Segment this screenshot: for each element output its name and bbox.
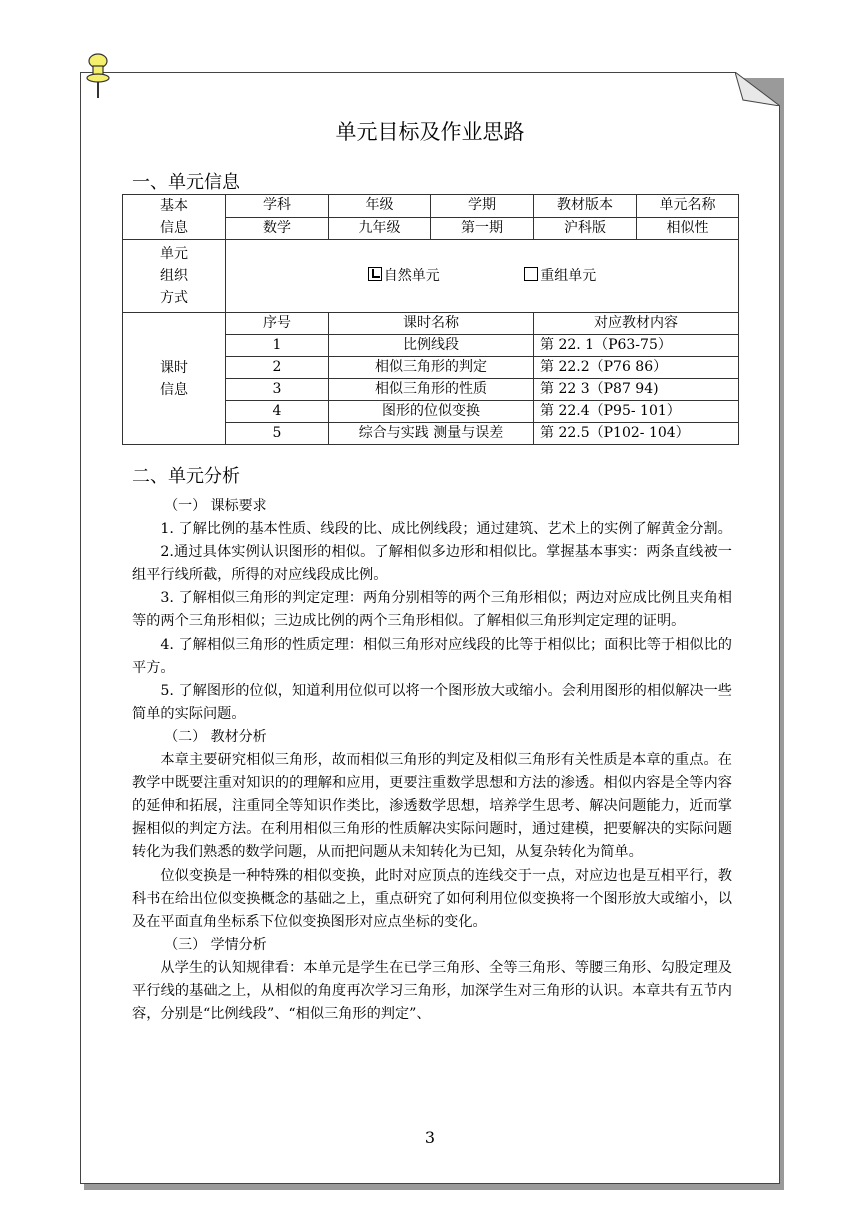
- paragraph: 4. 了解相似三角形的性质定理：相似三角形对应线段的比等于相似比；面积比等于相似比的平方。: [132, 636, 732, 676]
- lesson-content: 第 22.5（P102- 104）: [534, 423, 739, 445]
- checked-box-icon[interactable]: [368, 267, 382, 281]
- lesson-name: 图形的位似变换: [329, 401, 534, 423]
- lesson-info-label-cell: [123, 313, 226, 445]
- paragraph: 1. 了解比例的基本性质、线段的比、成比例线段；通过建筑、艺术上的实例了解黄金分割。: [160, 521, 732, 538]
- lesson-header-no: 序号: [226, 313, 329, 335]
- header-grade: 年级: [329, 195, 431, 218]
- paragraph: 位似变换是一种特殊的相似变换，此时对应顶点的连线交于一点，对应边也是互相平行，教科书在给出位似变换概念的基础之上，重点研究了如何利用位似变换将一个图形放大或缩小，以及在平面直角坐标系下位似变换图形对应点坐标的变化。: [132, 867, 732, 930]
- header-term: 学期: [431, 195, 534, 218]
- header-unit-name: 单元名称: [637, 195, 739, 218]
- lesson-content: 第 22. 1（P63-75）: [534, 335, 739, 357]
- unchecked-box-icon[interactable]: [524, 267, 538, 281]
- pushpin-icon: [84, 52, 112, 100]
- lesson-name: 相似三角形的判定: [329, 357, 534, 379]
- lesson-no: 2: [226, 357, 329, 379]
- regroup-unit-label: 重组单元: [540, 267, 597, 284]
- paragraph: 5. 了解图形的位似，知道利用位似可以将一个图形放大或缩小。会利用图形的相似解决一些简单的实际问题。: [132, 682, 732, 722]
- value-subject: 数学: [226, 217, 329, 240]
- natural-unit-label: 自然单元: [383, 267, 440, 284]
- lesson-header-name: 课时名称: [329, 313, 534, 335]
- natural-unit-option[interactable]: [368, 268, 444, 284]
- org-label-cell: [123, 240, 226, 313]
- subheading-student: （三） 学情分析: [164, 936, 267, 953]
- section-heading-unit-analysis: 二、单元分析: [132, 466, 240, 487]
- regroup-unit-option[interactable]: [524, 268, 596, 284]
- header-edition: 教材版本: [534, 195, 637, 218]
- lesson-name: 综合与实践 测量与误差: [329, 423, 534, 445]
- paragraph: 从学生的认知规律看：本单元是学生在已学三角形、全等三角形、等腰三角形、勾股定理及平行线的基础之上，从相似的角度再次学习三角形，加深学生对三角形的认识。本章共有五节内容，分别是“比例线段”、“相似三角形的判定”、: [132, 959, 732, 1023]
- lesson-header-content: 对应教材内容: [534, 313, 739, 335]
- basic-info-label: [123, 195, 226, 240]
- lesson-content: 第 22 3（P87 94): [534, 379, 739, 401]
- org-options-cell: [226, 240, 739, 313]
- lesson-name: 相似三角形的性质: [329, 379, 534, 401]
- basic-info-label-text: 基本信息: [159, 198, 188, 236]
- lesson-no: 1: [226, 335, 329, 357]
- lesson-no: 5: [226, 423, 329, 445]
- subheading-curriculum: （一） 课标要求: [164, 498, 267, 514]
- paragraph: 3. 了解相似三角形的判定定理：两角分别相等的两个三角形相似；两边对应成比例且夹角相等的两个三角形相似；三边成比例的两个三角形相似。了解相似三角形判定定理的证明。: [132, 590, 732, 630]
- lesson-no: 4: [226, 401, 329, 423]
- unit-info-table: [122, 194, 739, 445]
- paragraph: 本章主要研究相似三角形，故而相似三角形的判定及相似三角形有关性质是本章的重点。在教学中既要注重对知识的的理解和应用，更要注重数学思想和方法的渗透。相似内容是全等内容的延伸和拓展，注重同全等知识作类比，渗透数学思想，培养学生思考、解决问题能力，近而掌握相似的判定方法。在利用相似三角形的性质解决实际问题时，通过建模，把要解决的实际问题转化为我们熟悉的数学问题，从而把问题从未知转化为已知，从复杂转化为简单。: [132, 752, 732, 861]
- page-title: 单元目标及作业思路: [335, 120, 525, 144]
- section-heading-unit-info: 一、单元信息: [132, 172, 240, 193]
- subheading-textbook: （二） 教材分析: [164, 728, 267, 745]
- paragraph: 2.通过具体实例认识图形的相似。了解相似多边形和相似比。掌握基本事实：两条直线被一组平行线所截，所得的对应线段成比例。: [132, 544, 732, 584]
- value-edition: 沪科版: [534, 217, 637, 240]
- lesson-content: 第 22.4（P95- 101）: [534, 401, 739, 423]
- lesson-content: 第 22.2（P76 86）: [534, 357, 739, 379]
- page-number: 3: [424, 1128, 436, 1147]
- page-curl-icon: [735, 72, 780, 106]
- value-unit-name: 相似性: [637, 217, 739, 240]
- header-subject: 学科: [226, 195, 329, 218]
- lesson-info-label: 课时信息: [159, 359, 188, 398]
- value-term: 第一期: [431, 217, 534, 240]
- lesson-name: 比例线段: [329, 335, 534, 357]
- value-grade: 九年级: [329, 217, 431, 240]
- analysis-body: [132, 495, 732, 1026]
- lesson-no: 3: [226, 379, 329, 401]
- org-label: 单元组织方式: [159, 246, 188, 306]
